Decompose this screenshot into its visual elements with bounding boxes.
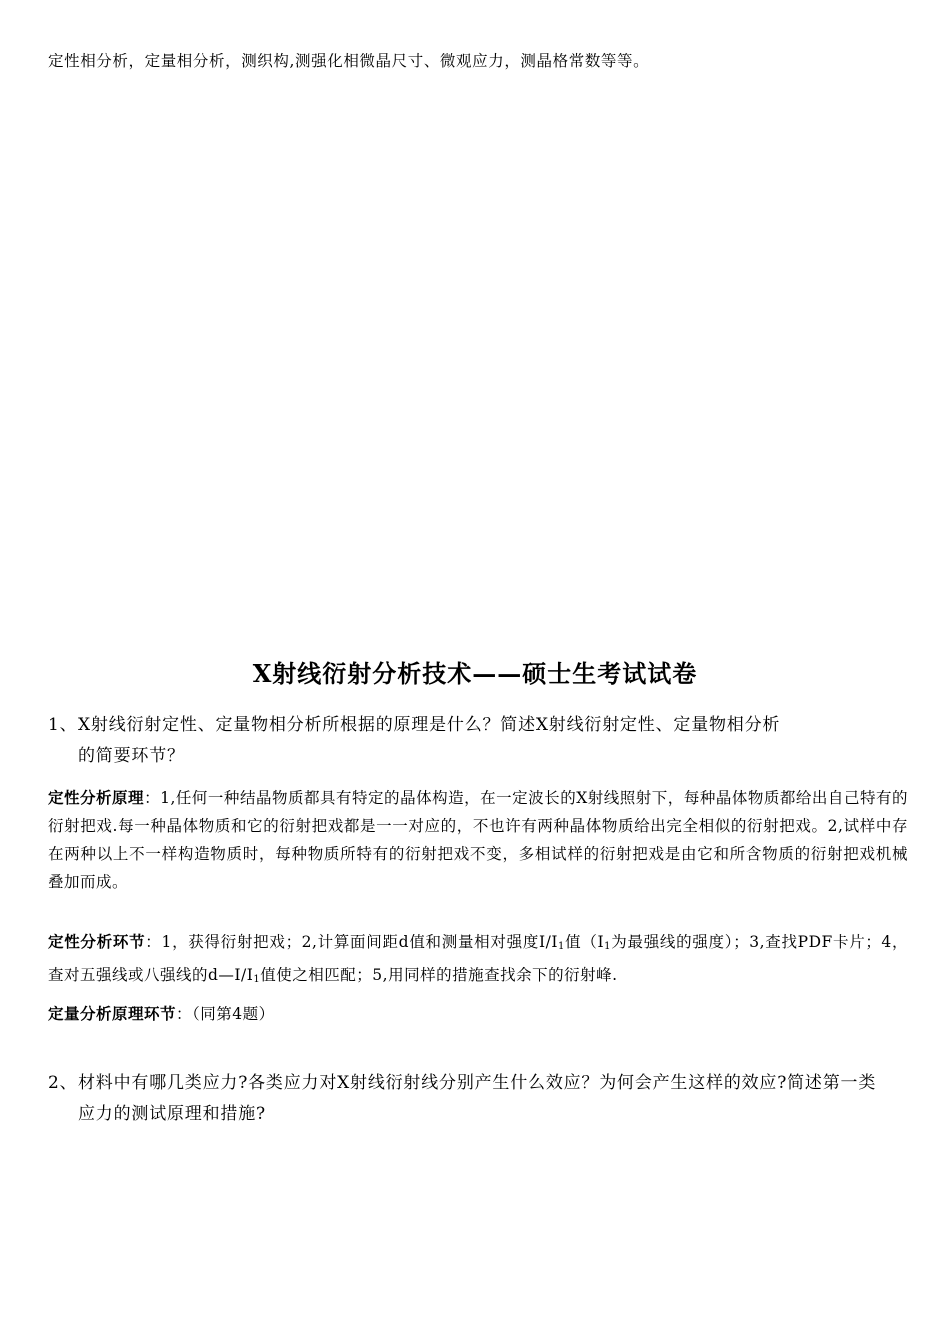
question-1 [48,710,908,772]
subscript-3: 1 [253,974,261,985]
question-1-line1: X射线衍射定性、定量物相分析所根据的原理是什么？简述X射线衍射定性、定量物相分析 [78,715,781,735]
question-1-line2: 的简要环节？ [78,746,185,766]
continuation-text: 定性相分析，定量相分析，测织构,测强化相微晶尺寸、微观应力，测晶格常数等等。 [48,52,650,70]
qualitative-steps-text-2: 值（I [564,933,605,951]
qualitative-steps-text-3: 为最强线的强度）；3,查找PDF卡片；4，查对五强线或八强线的d—I/I [48,933,909,984]
quantitative-principle-label: 定量分析原理环节 [48,1004,177,1023]
question-2 [48,1068,908,1130]
qualitative-steps-text-1: ：1，获得衍射把戏；2,计算面间距d值和测量相对强度I/I [145,933,559,951]
qualitative-steps-paragraph [48,928,908,994]
question-2-line2: 应力的测试原理和措施? [78,1104,266,1124]
qualitative-principle-text: ：1,任何一种结晶物质都具有特定的晶体构造，在一定波长的X射线照射下，每种晶体物质都给出自己特有的衍射把戏.每一种晶体物质和它的衍射把戏都是一一对应的，不也许有两种晶体物质给出完全相似的衍射把戏。2,试样中存在两种以上不一样构造物质时，每种物质所特有的衍射把戏不变，多相试样的衍射把戏是由它和所含物质的衍射把戏机械叠加而成。 [48,789,908,891]
qualitative-principle-label: 定性分析原理 [48,788,145,807]
subscript-2: 1 [604,941,612,952]
question-1-number: 1、 [48,715,78,735]
quantitative-principle-text: ：（同第4题） [176,1005,275,1023]
question-2-number: 2、 [48,1073,78,1093]
qualitative-steps-label: 定性分析环节 [48,932,146,951]
exam-title: X射线衍射分析技术——硕士生考试试卷 [252,659,698,688]
question-2-line1: 材料中有哪几类应力?各类应力对X射线衍射线分别产生什么效应？为何会产生这样的效应?简述第一类 [78,1073,877,1093]
qualitative-steps-text-4: 值使之相匹配；5,用同样的措施查找余下的衍射峰. [260,966,618,984]
qualitative-principle-paragraph [48,784,908,896]
subscript-1: 1 [558,941,565,952]
quantitative-principle-paragraph [48,1000,908,1028]
